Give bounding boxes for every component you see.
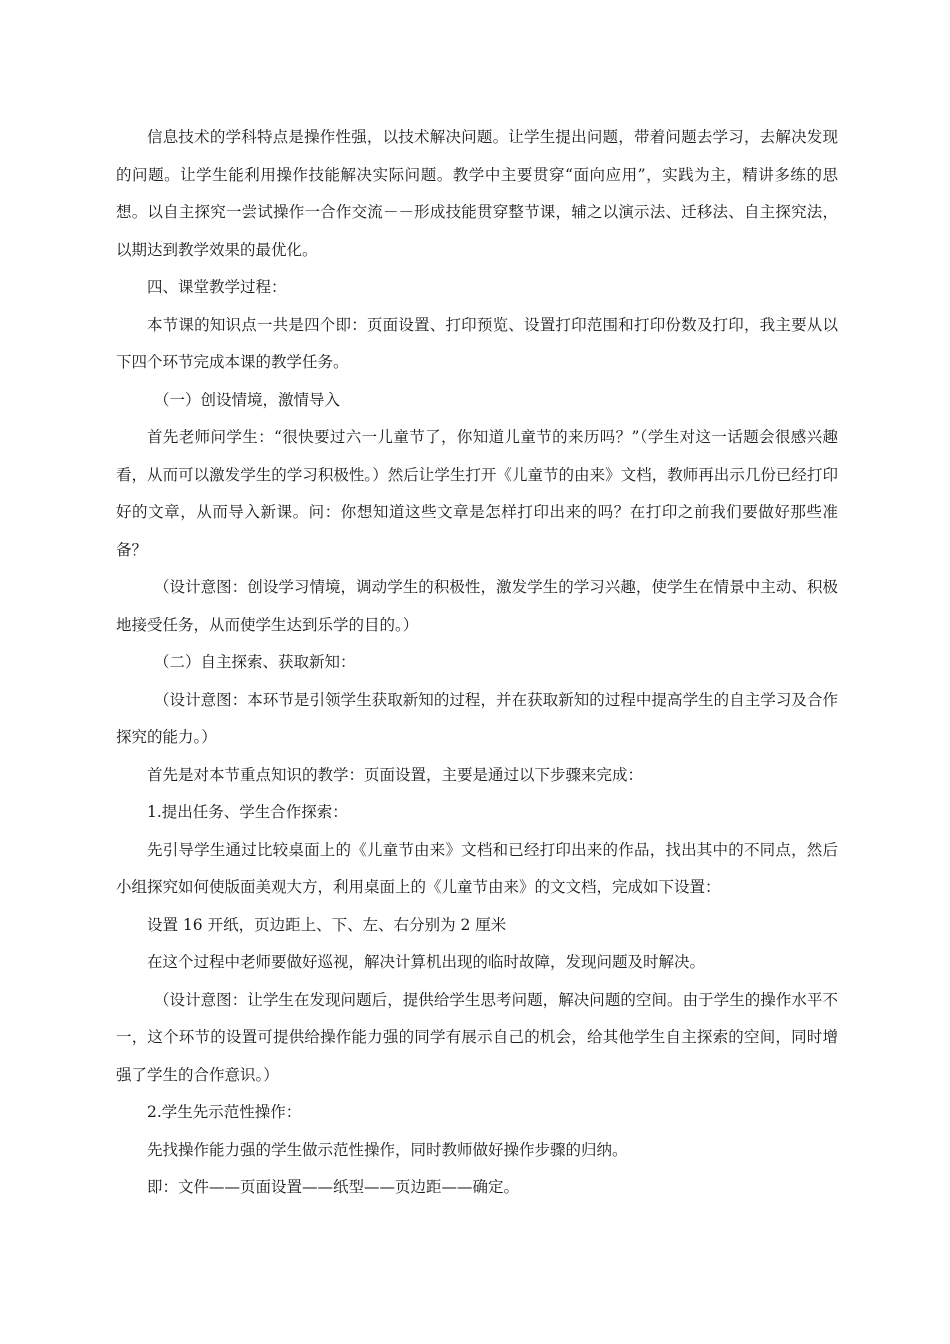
subheading-self-exploration: （二）自主探索、获取新知：	[154, 653, 356, 671]
paragraph-knowledge-points: 本节课的知识点一共是四个即：页面设置、打印预览、设置打印范围和打印份数及打印，我主要从以下四个环节完成本课的教学任务。	[116, 315, 838, 371]
section-heading-teaching-process: 四、课堂教学过程：	[147, 278, 287, 296]
step-2-heading: 2.学生先示范性操作：	[147, 1103, 302, 1121]
paragraph-teacher-patrol: 在这个过程中老师要做好巡视，解决计算机出现的临时故障，发现问题及时解决。	[147, 953, 706, 971]
paragraph-demo-operation: 先找操作能力强的学生做示范性操作，同时教师做好操作步骤的归纳。	[147, 1140, 628, 1159]
subheading-create-scenario: （一）创设情境，激情导入	[154, 390, 341, 409]
step-1-heading: 1.提出任务、学生合作探索：	[147, 803, 348, 821]
paragraph-setting-spec: 设置 16 开纸，页边距上、下、左、右分别为 2 厘米	[147, 915, 507, 934]
paragraph-subject-features: 信息技术的学科特点是操作性强，以技术解决问题。让学生提出问题，带着问题去学习，去解决发现的问题。让学生能利用操作技能解决实际问题。教学中主要贯穿“面向应用”，实践为主，精讲多练的思想。以自主探究一尝试操作一合作交流－－形成技能贯穿整节课，辅之以演示法、迁移法、自主探究法，以期达到教学效果的最优化。	[116, 128, 838, 259]
document-body	[116, 119, 838, 1207]
paragraph-design-intent-2: （设计意图：本环节是引领学生获取新知的过程，并在获取新知的过程中提高学生的自主学习及合作探究的能力。）	[116, 690, 838, 746]
paragraph-compare-documents: 先引导学生通过比较桌面上的《儿童节由来》文档和已经打印出来的作品，找出其中的不同点，然后小组探究如何使版面美观大方，利用桌面上的《儿童节由来》的文文档，完成如下设置：	[116, 840, 838, 896]
paragraph-design-intent-1: （设计意图：创设学习情境，调动学生的积极性，激发学生的学习兴趣，使学生在情景中主动、积极地接受任务，从而使学生达到乐学的目的。）	[116, 578, 838, 634]
paragraph-teacher-question: 首先老师问学生：“很快要过六一儿童节了，你知道儿童节的来历吗？”（学生对这一话题会很感兴趣看，从而可以激发学生的学习积极性。）然后让学生打开《儿童节的由来》文档，教师再出示几份已经打印好的文章，从而导入新课。问：你想知道这些文章是怎样打印出来的吗？在打印之前我们要做好那些准备？	[116, 428, 838, 559]
paragraph-page-setup-intro: 首先是对本节重点知识的教学：页面设置，主要是通过以下步骤来完成：	[147, 765, 644, 784]
paragraph-operation-steps: 即：文件——页面设置——纸型——页边距——确定。	[147, 1178, 520, 1196]
paragraph-design-intent-3: （设计意图：让学生在发现问题后，提供给学生思考问题，解决问题的空间。由于学生的操作水平不一，这个环节的设置可提供给操作能力强的同学有展示自己的机会，给其他学生自主探索的空间，同时增强了学生的合作意识。）	[116, 990, 838, 1084]
